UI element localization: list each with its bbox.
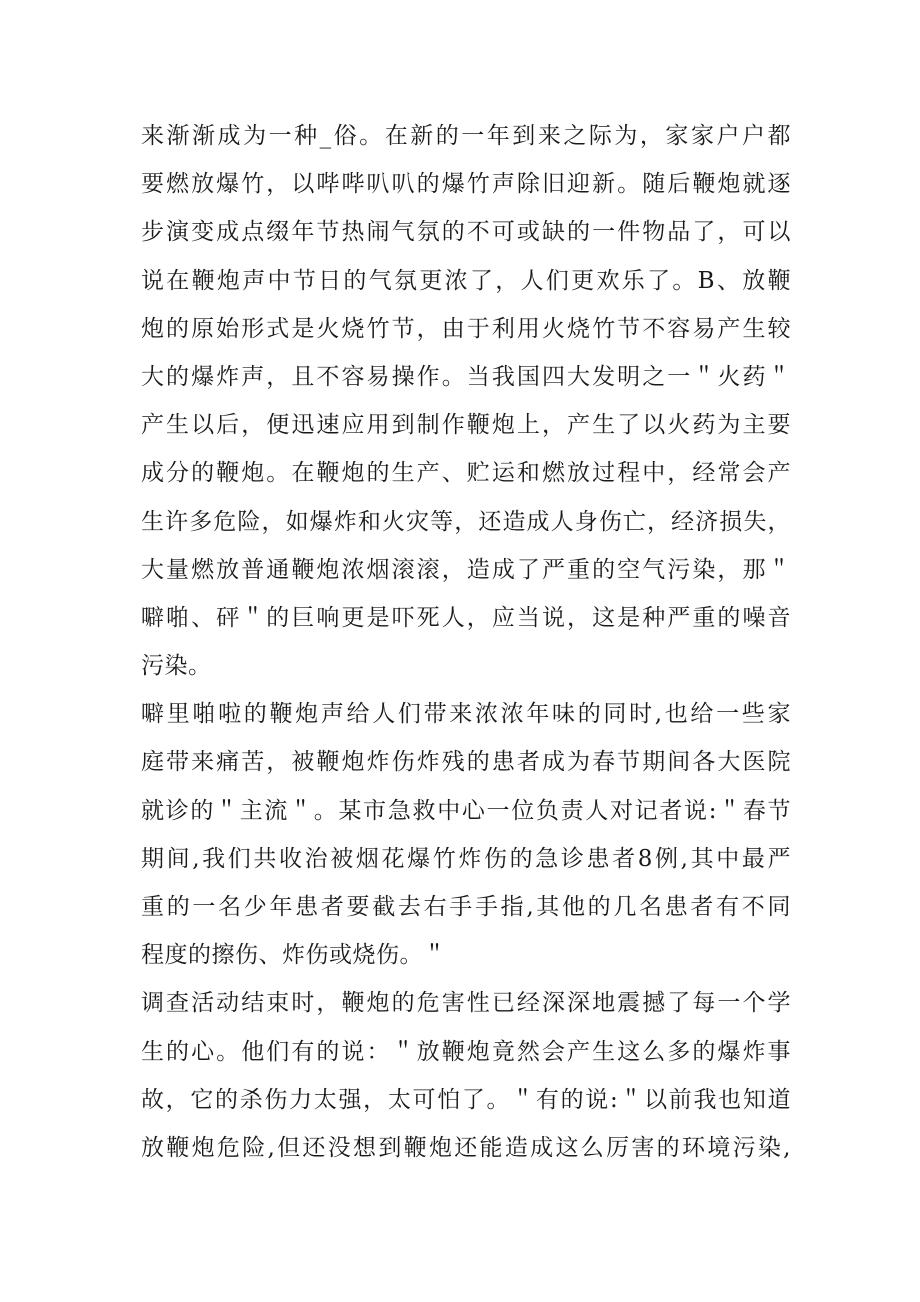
text-line: 大量燃放普通鞭炮浓烟滚滚，造成了严重的空气污染，那＂ — [141, 556, 791, 583]
text-line: 步演变成点缀年节热闹气氛的不可或缺的一件物品了，可以 — [141, 219, 791, 246]
text-line: 产生以后，便迅速应用到制作鞭炮上，产生了以火药为主要 — [141, 412, 791, 439]
text-line: 放鞭炮危险,但还没想到鞭炮还能造成这么厉害的环境污染, — [141, 1134, 791, 1161]
text-line: 炮的原始形式是火烧竹节，由于利用火烧竹节不容易产生较 — [141, 315, 791, 342]
body-text — [141, 112, 791, 1172]
text-line: 噼啪、砰＂的巨响更是吓死人，应当说，这是种严重的噪音 — [141, 604, 791, 631]
text-line: 调查活动结束时，鞭炮的危害性已经深深地震撼了每一个学 — [141, 990, 791, 1017]
paragraph — [141, 112, 791, 690]
text-line: 重的一名少年患者要截去右手手指,其他的几名患者有不同 — [141, 894, 791, 920]
text-line: 故，它的杀伤力太强，太可怕了。＂有的说:＂以前我也知道 — [141, 1086, 791, 1113]
text-line: 成分的鞭炮。在鞭炮的生产、贮运和燃放过程中，经常会产 — [141, 460, 791, 487]
text-line: 生许多危险，如爆炸和火灾等，还造成人身伤亡，经济损失， — [141, 508, 791, 535]
text-line: 要燃放爆竹，以哔哔叭叭的爆竹声除旧迎新。随后鞭炮就逐 — [141, 171, 791, 198]
paragraph — [141, 690, 791, 979]
text-line: 污染。 — [141, 653, 212, 680]
text-line: 来渐渐成为一种_俗。在新的一年到来之际为，家家户户都 — [141, 123, 791, 149]
text-line: 程度的擦伤、炸伤或烧伤。＂ — [141, 942, 447, 969]
text-line: 大的爆炸声，且不容易操作。当我国四大发明之一＂火药＂ — [141, 363, 791, 390]
paragraph — [141, 979, 791, 1172]
text-line: 说在鞭炮声中节日的气氛更浓了，人们更欢乐了。B、放鞭 — [141, 267, 791, 294]
text-line: 庭带来痛苦，被鞭炮炸伤炸残的患者成为春节期间各大医院 — [141, 749, 791, 776]
text-line: 噼里啪啦的鞭炮声给人们带来浓浓年味的同时,也给一些家 — [141, 701, 791, 728]
text-line: 生的心。他们有的说：＂放鞭炮竟然会产生这么多的爆炸事 — [141, 1038, 791, 1065]
text-line: 就诊的＂主流＂。某市急救中心一位负责人对记者说:＂春节 — [141, 797, 791, 824]
text-line: 期间,我们共收治被烟花爆竹炸伤的急诊患者8例,其中最严 — [141, 845, 791, 872]
